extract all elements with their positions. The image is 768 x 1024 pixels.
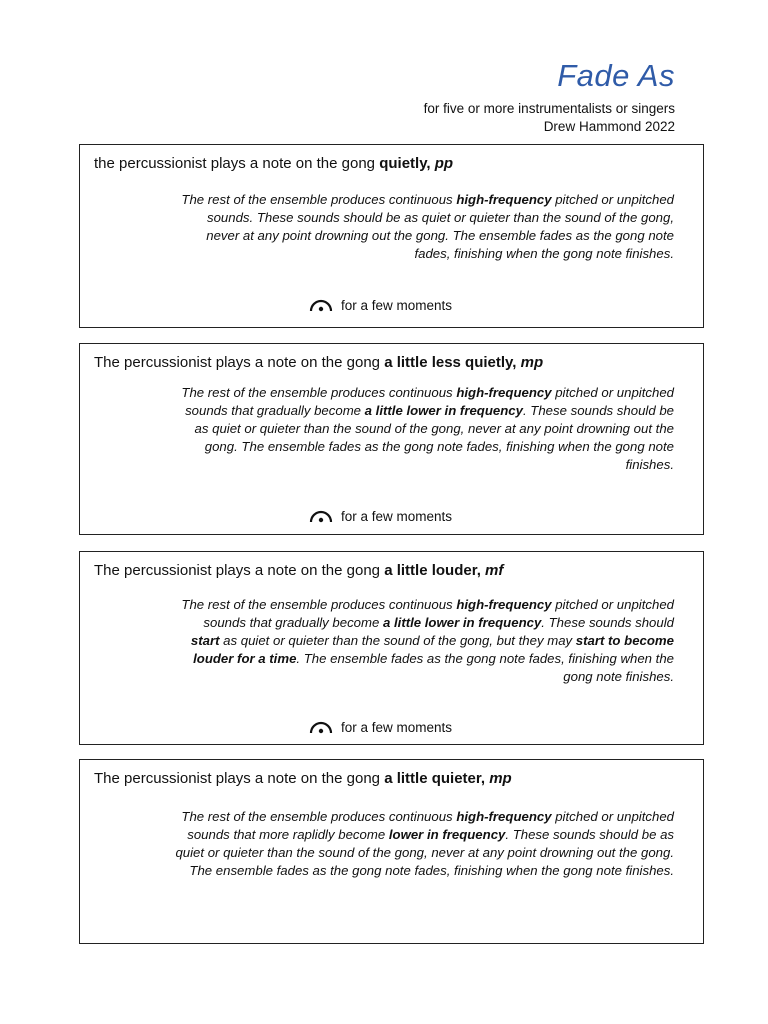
section-description: [174, 191, 674, 263]
heading-bold: a little louder,: [384, 562, 486, 579]
section-description: [174, 596, 674, 686]
heading-bold: a little quieter,: [384, 770, 490, 787]
fermata-row: [309, 719, 452, 735]
emphasis-text: lower in frequency: [388, 827, 506, 842]
fermata-icon: [309, 297, 333, 313]
section-box-1: [79, 144, 704, 328]
emphasis-text: high-frequency: [456, 597, 552, 612]
description-text: The rest of the ensemble produces continuous: [181, 809, 457, 824]
subtitle: [424, 100, 675, 136]
description-text: The rest of the ensemble produces continuous: [181, 597, 457, 612]
description-text: pitched or unpitched sounds. These sounds should be as quiet or quieter than the sound of the gong, never at any point drowning out the gong. The ensemble fades as the gong note fades, finishing when the gong note finishes.: [206, 192, 674, 261]
emphasis-text: a little lower in frequency: [383, 615, 542, 630]
fermata-icon: [309, 508, 333, 524]
emphasis-text: start to become louder for a time: [193, 633, 674, 666]
description-text: The rest of the ensemble produces continuous: [181, 192, 457, 207]
section-heading: [94, 770, 512, 787]
description-text: pitched or unpitched sounds that gradually become: [203, 597, 674, 630]
emphasis-text: start: [190, 633, 220, 648]
subtitle-instrumentation: for five or more instrumentalists or singers: [423, 101, 675, 116]
fermata-label: for a few moments: [341, 719, 453, 735]
heading-text: the percussionist plays a note on the gong: [94, 155, 380, 172]
emphasis-text: high-frequency: [456, 809, 552, 824]
emphasis-text: a little lower in frequency: [364, 403, 523, 418]
heading-bold: quietly,: [379, 155, 435, 172]
section-box-4: [79, 759, 704, 944]
subtitle-composer: Drew Hammond 2022: [543, 119, 675, 134]
section-heading: [94, 155, 453, 172]
description-text: as quiet or quieter than the sound of the gong, but they may: [219, 633, 576, 648]
fermata-label: for a few moments: [341, 508, 453, 524]
description-text: . The ensemble fades as the gong note fades, finishing when the gong note finishes.: [296, 651, 674, 684]
fermata-row: [309, 297, 452, 313]
heading-bold: a little less quietly,: [384, 354, 521, 371]
heading-text: The percussionist plays a note on the gong: [94, 770, 385, 787]
heading-text: The percussionist plays a note on the gong: [94, 354, 385, 371]
fermata-icon: [309, 719, 333, 735]
section-description: [174, 384, 674, 474]
description-text: . These sounds should: [541, 615, 674, 630]
description-text: pitched or unpitched sounds that more raplidly become: [187, 809, 674, 842]
section-heading: [94, 562, 503, 579]
dynamic-marking: pp: [434, 155, 454, 172]
heading-text: The percussionist plays a note on the gong: [94, 562, 385, 579]
section-heading: [94, 354, 543, 371]
dynamic-marking: mp: [520, 354, 544, 371]
description-text: pitched or unpitched sounds that gradually become: [185, 385, 674, 418]
page-title: Fade As: [557, 58, 675, 93]
dynamic-marking: mf: [485, 562, 504, 579]
dynamic-marking: mp: [489, 770, 512, 787]
fermata-row: [309, 508, 452, 524]
section-description: [174, 808, 674, 880]
section-box-3: [79, 551, 704, 745]
section-box-2: [79, 343, 704, 535]
emphasis-text: high-frequency: [456, 192, 552, 207]
description-text: . These sounds should be as quiet or quieter than the sound of the gong, never at any point drowning out the gong. The ensemble fades as the gong note fades, finishing when the gong note finishes.: [194, 403, 674, 472]
fermata-label: for a few moments: [341, 297, 453, 313]
description-text: The rest of the ensemble produces continuous: [181, 385, 457, 400]
emphasis-text: high-frequency: [456, 385, 552, 400]
description-text: . These sounds should be as quiet or quieter than the sound of the gong, never at any point drowning out the gong. The ensemble fades as the gong note fades, finishing when the gong note finishes.: [175, 827, 674, 878]
